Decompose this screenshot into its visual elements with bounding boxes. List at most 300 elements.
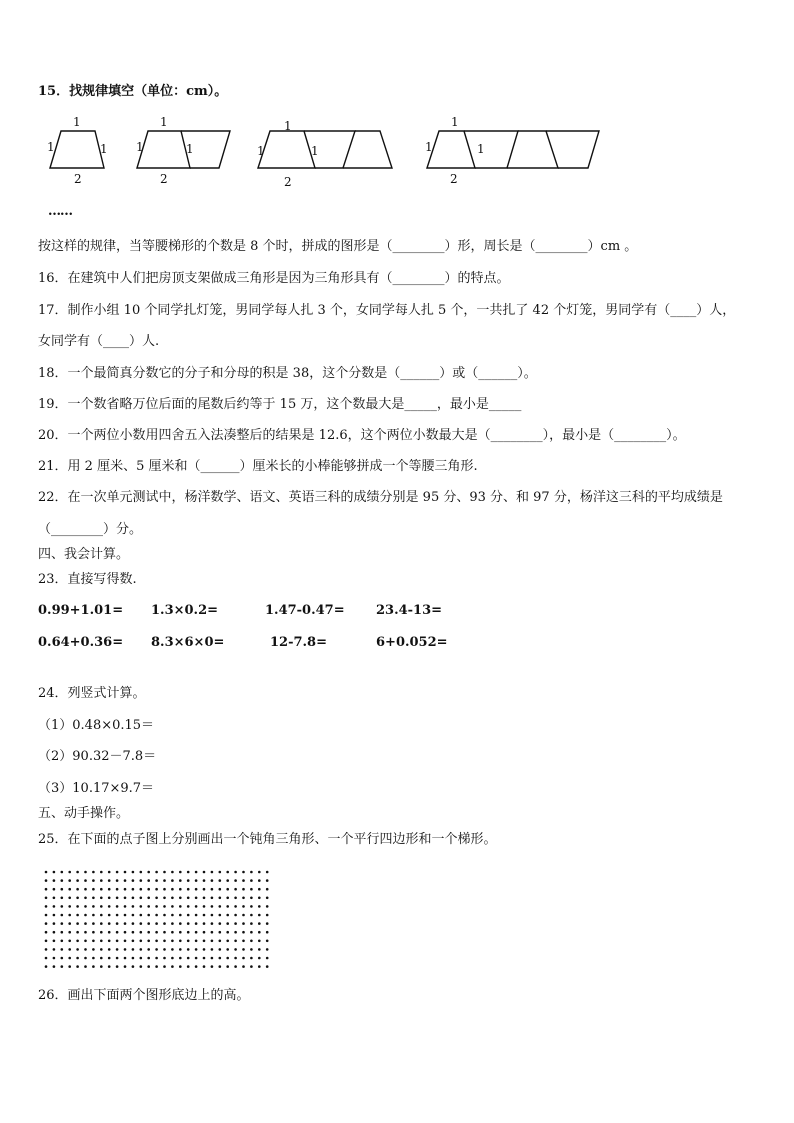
grid-dot[interactable]: [163, 888, 166, 891]
grid-dot[interactable]: [226, 897, 229, 900]
grid-dot[interactable]: [124, 871, 127, 874]
grid-dot[interactable]: [203, 922, 206, 925]
grid-dot[interactable]: [68, 922, 71, 925]
grid-dot[interactable]: [203, 948, 206, 951]
grid-dot[interactable]: [61, 931, 64, 934]
grid-dot[interactable]: [242, 940, 245, 943]
grid-dot[interactable]: [171, 922, 174, 925]
grid-dot[interactable]: [147, 905, 150, 908]
grid-dot[interactable]: [203, 957, 206, 960]
grid-dot[interactable]: [258, 914, 261, 917]
grid-dot[interactable]: [219, 897, 222, 900]
grid-dot[interactable]: [226, 940, 229, 943]
grid-dot[interactable]: [155, 922, 158, 925]
grid-dot[interactable]: [45, 879, 48, 882]
grid-dot[interactable]: [147, 957, 150, 960]
grid-dot[interactable]: [219, 905, 222, 908]
grid-dot[interactable]: [266, 940, 269, 943]
grid-dot[interactable]: [234, 965, 237, 968]
grid-dot[interactable]: [84, 905, 87, 908]
grid-dot[interactable]: [203, 897, 206, 900]
grid-dot[interactable]: [76, 879, 79, 882]
grid-dot[interactable]: [45, 888, 48, 891]
grid-dot[interactable]: [76, 888, 79, 891]
grid-dot[interactable]: [226, 879, 229, 882]
grid-dot[interactable]: [179, 914, 182, 917]
grid-dot[interactable]: [195, 914, 198, 917]
grid-dot[interactable]: [250, 905, 253, 908]
grid-dot[interactable]: [234, 871, 237, 874]
grid-dot[interactable]: [124, 897, 127, 900]
grid-dot[interactable]: [68, 914, 71, 917]
grid-dot[interactable]: [53, 914, 56, 917]
grid-dot[interactable]: [61, 897, 64, 900]
grid-dot[interactable]: [140, 888, 143, 891]
grid-dot[interactable]: [187, 965, 190, 968]
grid-dot[interactable]: [219, 879, 222, 882]
grid-dot[interactable]: [45, 940, 48, 943]
grid-dot[interactable]: [155, 940, 158, 943]
grid-dot[interactable]: [242, 965, 245, 968]
grid-dot[interactable]: [68, 888, 71, 891]
grid-dot[interactable]: [179, 957, 182, 960]
grid-dot[interactable]: [108, 897, 111, 900]
grid-dot[interactable]: [242, 888, 245, 891]
grid-dot[interactable]: [53, 922, 56, 925]
grid-dot[interactable]: [84, 888, 87, 891]
grid-dot[interactable]: [140, 940, 143, 943]
grid-dot[interactable]: [132, 931, 135, 934]
grid-dot[interactable]: [140, 914, 143, 917]
grid-dot[interactable]: [219, 940, 222, 943]
grid-dot[interactable]: [219, 871, 222, 874]
grid-dot[interactable]: [171, 897, 174, 900]
grid-dot[interactable]: [147, 897, 150, 900]
grid-dot[interactable]: [266, 922, 269, 925]
grid-dot[interactable]: [124, 957, 127, 960]
grid-dot[interactable]: [171, 931, 174, 934]
grid-dot[interactable]: [45, 931, 48, 934]
grid-dot[interactable]: [179, 922, 182, 925]
grid-dot[interactable]: [187, 905, 190, 908]
grid-dot[interactable]: [108, 879, 111, 882]
grid-dot[interactable]: [108, 888, 111, 891]
grid-dot[interactable]: [108, 948, 111, 951]
grid-dot[interactable]: [116, 897, 119, 900]
grid-dot[interactable]: [124, 931, 127, 934]
grid-dot[interactable]: [53, 905, 56, 908]
grid-dot[interactable]: [234, 905, 237, 908]
grid-dot[interactable]: [163, 905, 166, 908]
grid-dot[interactable]: [140, 871, 143, 874]
grid-dot[interactable]: [266, 965, 269, 968]
grid-dot[interactable]: [179, 948, 182, 951]
grid-dot[interactable]: [92, 905, 95, 908]
grid-dot[interactable]: [61, 957, 64, 960]
grid-dot[interactable]: [258, 888, 261, 891]
grid-dot[interactable]: [100, 905, 103, 908]
grid-dot[interactable]: [258, 879, 261, 882]
grid-dot[interactable]: [61, 948, 64, 951]
grid-dot[interactable]: [100, 922, 103, 925]
grid-dot[interactable]: [61, 914, 64, 917]
grid-dot[interactable]: [266, 914, 269, 917]
grid-dot[interactable]: [132, 871, 135, 874]
grid-dot[interactable]: [53, 965, 56, 968]
grid-dot[interactable]: [163, 948, 166, 951]
grid-dot[interactable]: [163, 871, 166, 874]
grid-dot[interactable]: [132, 957, 135, 960]
grid-dot[interactable]: [100, 871, 103, 874]
grid-dot[interactable]: [250, 871, 253, 874]
grid-dot[interactable]: [187, 948, 190, 951]
grid-dot[interactable]: [242, 931, 245, 934]
grid-dot[interactable]: [147, 922, 150, 925]
grid-dot[interactable]: [203, 914, 206, 917]
grid-dot[interactable]: [132, 879, 135, 882]
grid-dot[interactable]: [187, 914, 190, 917]
grid-dot[interactable]: [76, 948, 79, 951]
grid-dot[interactable]: [132, 897, 135, 900]
grid-dot[interactable]: [155, 914, 158, 917]
grid-dot[interactable]: [140, 931, 143, 934]
grid-dot[interactable]: [76, 871, 79, 874]
grid-dot[interactable]: [171, 914, 174, 917]
dot-grid[interactable]: [44, 870, 272, 970]
grid-dot[interactable]: [140, 879, 143, 882]
grid-dot[interactable]: [92, 957, 95, 960]
grid-dot[interactable]: [258, 948, 261, 951]
grid-dot[interactable]: [100, 931, 103, 934]
grid-dot[interactable]: [187, 922, 190, 925]
grid-dot[interactable]: [250, 957, 253, 960]
grid-dot[interactable]: [179, 965, 182, 968]
grid-dot[interactable]: [258, 965, 261, 968]
grid-dot[interactable]: [132, 888, 135, 891]
grid-dot[interactable]: [258, 922, 261, 925]
grid-dot[interactable]: [147, 879, 150, 882]
grid-dot[interactable]: [68, 871, 71, 874]
grid-dot[interactable]: [108, 871, 111, 874]
grid-dot[interactable]: [187, 888, 190, 891]
grid-dot[interactable]: [76, 922, 79, 925]
grid-dot[interactable]: [92, 948, 95, 951]
grid-dot[interactable]: [211, 965, 214, 968]
grid-dot[interactable]: [258, 940, 261, 943]
grid-dot[interactable]: [226, 948, 229, 951]
grid-dot[interactable]: [226, 957, 229, 960]
grid-dot[interactable]: [84, 940, 87, 943]
grid-dot[interactable]: [147, 871, 150, 874]
grid-dot[interactable]: [108, 965, 111, 968]
grid-dot[interactable]: [219, 957, 222, 960]
grid-dot[interactable]: [68, 940, 71, 943]
grid-dot[interactable]: [250, 948, 253, 951]
grid-dot[interactable]: [124, 922, 127, 925]
grid-dot[interactable]: [219, 948, 222, 951]
grid-dot[interactable]: [116, 948, 119, 951]
grid-dot[interactable]: [92, 888, 95, 891]
grid-dot[interactable]: [163, 922, 166, 925]
grid-dot[interactable]: [100, 888, 103, 891]
grid-dot[interactable]: [242, 897, 245, 900]
grid-dot[interactable]: [100, 948, 103, 951]
grid-dot[interactable]: [226, 914, 229, 917]
grid-dot[interactable]: [211, 871, 214, 874]
grid-dot[interactable]: [76, 965, 79, 968]
grid-dot[interactable]: [195, 888, 198, 891]
grid-dot[interactable]: [45, 948, 48, 951]
grid-dot[interactable]: [171, 957, 174, 960]
grid-dot[interactable]: [84, 922, 87, 925]
grid-dot[interactable]: [68, 948, 71, 951]
grid-dot[interactable]: [163, 940, 166, 943]
grid-dot[interactable]: [226, 931, 229, 934]
grid-dot[interactable]: [84, 914, 87, 917]
grid-dot[interactable]: [116, 931, 119, 934]
grid-dot[interactable]: [211, 940, 214, 943]
grid-dot[interactable]: [132, 922, 135, 925]
grid-dot[interactable]: [195, 948, 198, 951]
grid-dot[interactable]: [132, 914, 135, 917]
grid-dot[interactable]: [211, 922, 214, 925]
grid-dot[interactable]: [203, 940, 206, 943]
grid-dot[interactable]: [234, 897, 237, 900]
grid-dot[interactable]: [76, 905, 79, 908]
grid-dot[interactable]: [226, 965, 229, 968]
grid-dot[interactable]: [211, 905, 214, 908]
grid-dot[interactable]: [45, 905, 48, 908]
grid-dot[interactable]: [132, 905, 135, 908]
grid-dot[interactable]: [76, 897, 79, 900]
grid-dot[interactable]: [250, 897, 253, 900]
grid-dot[interactable]: [132, 948, 135, 951]
grid-dot[interactable]: [179, 940, 182, 943]
grid-dot[interactable]: [147, 965, 150, 968]
grid-dot[interactable]: [108, 922, 111, 925]
grid-dot[interactable]: [108, 957, 111, 960]
grid-dot[interactable]: [266, 879, 269, 882]
grid-dot[interactable]: [108, 905, 111, 908]
grid-dot[interactable]: [61, 871, 64, 874]
grid-dot[interactable]: [92, 931, 95, 934]
grid-dot[interactable]: [234, 940, 237, 943]
grid-dot[interactable]: [116, 957, 119, 960]
grid-dot[interactable]: [234, 922, 237, 925]
grid-dot[interactable]: [76, 957, 79, 960]
grid-dot[interactable]: [53, 940, 56, 943]
grid-dot[interactable]: [132, 940, 135, 943]
grid-dot[interactable]: [266, 905, 269, 908]
grid-dot[interactable]: [147, 888, 150, 891]
grid-dot[interactable]: [140, 897, 143, 900]
grid-dot[interactable]: [187, 940, 190, 943]
grid-dot[interactable]: [147, 940, 150, 943]
grid-dot[interactable]: [258, 897, 261, 900]
grid-dot[interactable]: [266, 957, 269, 960]
grid-dot[interactable]: [68, 905, 71, 908]
grid-dot[interactable]: [84, 871, 87, 874]
grid-dot[interactable]: [124, 965, 127, 968]
grid-dot[interactable]: [203, 931, 206, 934]
grid-dot[interactable]: [76, 931, 79, 934]
grid-dot[interactable]: [211, 931, 214, 934]
grid-dot[interactable]: [195, 905, 198, 908]
grid-dot[interactable]: [116, 965, 119, 968]
grid-dot[interactable]: [234, 957, 237, 960]
grid-dot[interactable]: [203, 879, 206, 882]
grid-dot[interactable]: [68, 879, 71, 882]
grid-dot[interactable]: [84, 879, 87, 882]
grid-dot[interactable]: [171, 940, 174, 943]
grid-dot[interactable]: [242, 871, 245, 874]
grid-dot[interactable]: [100, 965, 103, 968]
grid-dot[interactable]: [155, 871, 158, 874]
grid-dot[interactable]: [92, 940, 95, 943]
grid-dot[interactable]: [163, 965, 166, 968]
grid-dot[interactable]: [45, 871, 48, 874]
grid-dot[interactable]: [100, 879, 103, 882]
grid-dot[interactable]: [250, 931, 253, 934]
grid-dot[interactable]: [140, 948, 143, 951]
grid-dot[interactable]: [53, 879, 56, 882]
grid-dot[interactable]: [211, 888, 214, 891]
grid-dot[interactable]: [242, 879, 245, 882]
grid-dot[interactable]: [155, 888, 158, 891]
grid-dot[interactable]: [250, 879, 253, 882]
grid-dot[interactable]: [226, 888, 229, 891]
grid-dot[interactable]: [266, 897, 269, 900]
grid-dot[interactable]: [84, 931, 87, 934]
grid-dot[interactable]: [250, 914, 253, 917]
grid-dot[interactable]: [203, 905, 206, 908]
grid-dot[interactable]: [171, 879, 174, 882]
grid-dot[interactable]: [76, 940, 79, 943]
grid-dot[interactable]: [92, 922, 95, 925]
grid-dot[interactable]: [92, 879, 95, 882]
grid-dot[interactable]: [124, 940, 127, 943]
grid-dot[interactable]: [61, 940, 64, 943]
grid-dot[interactable]: [258, 871, 261, 874]
grid-dot[interactable]: [100, 897, 103, 900]
grid-dot[interactable]: [171, 965, 174, 968]
grid-dot[interactable]: [140, 957, 143, 960]
grid-dot[interactable]: [211, 957, 214, 960]
grid-dot[interactable]: [250, 888, 253, 891]
grid-dot[interactable]: [53, 888, 56, 891]
grid-dot[interactable]: [124, 888, 127, 891]
grid-dot[interactable]: [219, 965, 222, 968]
grid-dot[interactable]: [61, 879, 64, 882]
grid-dot[interactable]: [266, 931, 269, 934]
grid-dot[interactable]: [61, 922, 64, 925]
grid-dot[interactable]: [211, 879, 214, 882]
grid-dot[interactable]: [53, 871, 56, 874]
grid-dot[interactable]: [61, 905, 64, 908]
grid-dot[interactable]: [53, 957, 56, 960]
grid-dot[interactable]: [203, 888, 206, 891]
grid-dot[interactable]: [258, 957, 261, 960]
grid-dot[interactable]: [179, 931, 182, 934]
grid-dot[interactable]: [163, 931, 166, 934]
grid-dot[interactable]: [179, 905, 182, 908]
grid-dot[interactable]: [84, 897, 87, 900]
grid-dot[interactable]: [179, 879, 182, 882]
grid-dot[interactable]: [45, 957, 48, 960]
grid-dot[interactable]: [242, 905, 245, 908]
grid-dot[interactable]: [147, 914, 150, 917]
grid-dot[interactable]: [155, 931, 158, 934]
grid-dot[interactable]: [234, 914, 237, 917]
grid-dot[interactable]: [100, 957, 103, 960]
grid-dot[interactable]: [187, 879, 190, 882]
grid-dot[interactable]: [61, 965, 64, 968]
grid-dot[interactable]: [195, 871, 198, 874]
grid-dot[interactable]: [195, 931, 198, 934]
grid-dot[interactable]: [203, 965, 206, 968]
grid-dot[interactable]: [155, 879, 158, 882]
grid-dot[interactable]: [53, 931, 56, 934]
grid-dot[interactable]: [140, 965, 143, 968]
grid-dot[interactable]: [92, 871, 95, 874]
grid-dot[interactable]: [179, 888, 182, 891]
grid-dot[interactable]: [219, 914, 222, 917]
grid-dot[interactable]: [116, 905, 119, 908]
grid-dot[interactable]: [116, 879, 119, 882]
grid-dot[interactable]: [108, 940, 111, 943]
grid-dot[interactable]: [116, 922, 119, 925]
grid-dot[interactable]: [163, 897, 166, 900]
grid-dot[interactable]: [116, 914, 119, 917]
grid-dot[interactable]: [92, 914, 95, 917]
grid-dot[interactable]: [219, 888, 222, 891]
grid-dot[interactable]: [116, 888, 119, 891]
grid-dot[interactable]: [45, 965, 48, 968]
grid-dot[interactable]: [242, 957, 245, 960]
grid-dot[interactable]: [84, 965, 87, 968]
grid-dot[interactable]: [171, 948, 174, 951]
grid-dot[interactable]: [108, 931, 111, 934]
grid-dot[interactable]: [53, 948, 56, 951]
grid-dot[interactable]: [45, 897, 48, 900]
grid-dot[interactable]: [195, 940, 198, 943]
grid-dot[interactable]: [242, 914, 245, 917]
grid-dot[interactable]: [116, 940, 119, 943]
grid-dot[interactable]: [211, 914, 214, 917]
grid-dot[interactable]: [68, 965, 71, 968]
grid-dot[interactable]: [171, 905, 174, 908]
grid-dot[interactable]: [92, 965, 95, 968]
grid-dot[interactable]: [187, 957, 190, 960]
grid-dot[interactable]: [155, 957, 158, 960]
grid-dot[interactable]: [234, 879, 237, 882]
grid-dot[interactable]: [250, 965, 253, 968]
grid-dot[interactable]: [61, 888, 64, 891]
grid-dot[interactable]: [179, 897, 182, 900]
grid-dot[interactable]: [140, 922, 143, 925]
grid-dot[interactable]: [179, 871, 182, 874]
grid-dot[interactable]: [211, 897, 214, 900]
grid-dot[interactable]: [92, 897, 95, 900]
grid-dot[interactable]: [140, 905, 143, 908]
grid-dot[interactable]: [84, 957, 87, 960]
grid-dot[interactable]: [195, 879, 198, 882]
grid-dot[interactable]: [250, 922, 253, 925]
grid-dot[interactable]: [68, 957, 71, 960]
grid-dot[interactable]: [124, 914, 127, 917]
grid-dot[interactable]: [68, 931, 71, 934]
grid-dot[interactable]: [84, 948, 87, 951]
